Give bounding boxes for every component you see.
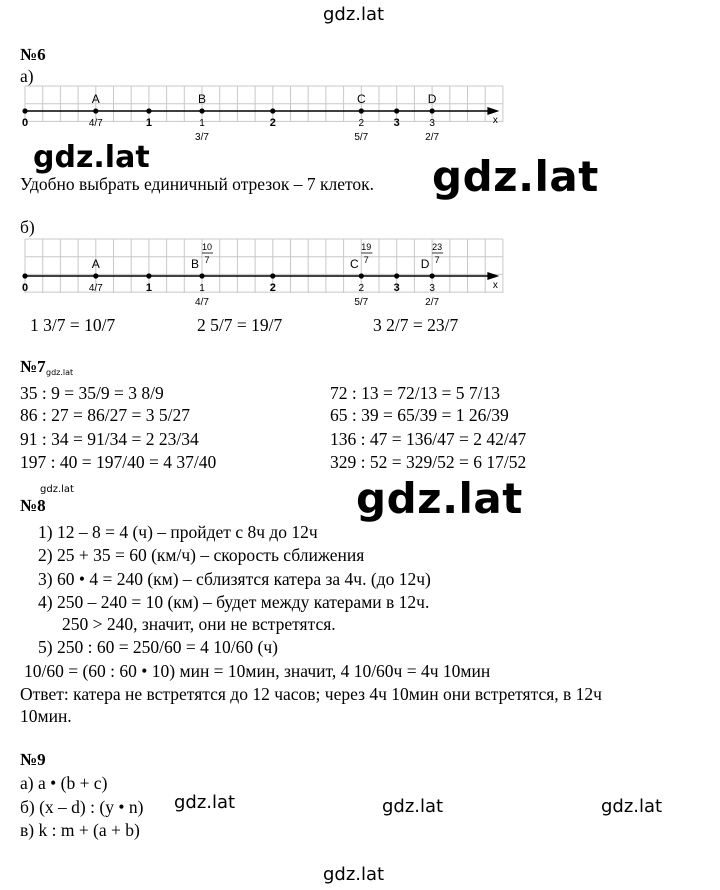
point-C: [359, 273, 364, 278]
task9-a: а) a • (b + c): [20, 773, 108, 793]
task7-left-1: 35 : 9 = 35/9 = 3 8/9: [20, 383, 164, 403]
task6-title: №6: [20, 45, 46, 64]
task7-right-1: 72 : 13 = 72/13 = 5 7/13: [330, 383, 500, 403]
point-label-B: B: [190, 257, 200, 271]
point-D: [430, 108, 435, 113]
point-B: [199, 108, 204, 113]
point-C-below: 2: [358, 118, 365, 129]
point-C-below2: 5/7: [354, 297, 369, 308]
point-B-below: 1: [199, 118, 205, 129]
point-A-below: 4/7: [88, 283, 103, 294]
axis-label: x: [492, 280, 498, 291]
tick-label-2: 2: [269, 117, 276, 129]
tick-label-1: 1: [145, 117, 152, 129]
watermark-small-8: gdz.lat: [40, 484, 74, 495]
task9-b: б) (x – d) : (y • n): [20, 797, 144, 817]
point-B-below: 1: [199, 283, 205, 294]
point-B-frac-den: 7: [204, 255, 210, 265]
tick-dot: [394, 273, 399, 278]
task7-right-2: 65 : 39 = 65/39 = 1 26/39: [330, 405, 509, 425]
watermark-big-right: gdz.lat: [432, 152, 599, 201]
task8-step-4: 4) 250 – 240 = 10 (км) – будет между катерами в 12ч.: [38, 592, 430, 612]
task8-answer-1: Ответ: катера не встретятся до 12 часов; через 4ч 10мин они встретятся, в 12ч: [20, 684, 602, 704]
point-B: [199, 273, 204, 278]
task8-step-2: 2) 25 + 35 = 60 (км/ч) – скорость сближения: [38, 545, 365, 565]
point-A: [93, 273, 98, 278]
point-A: [93, 108, 98, 113]
task8-step-4b: 250 > 240, значит, они не встретятся.: [62, 614, 336, 634]
point-D: [430, 273, 435, 278]
watermark-big-left: gdz.lat: [33, 140, 150, 175]
point-C-frac-den: 7: [363, 255, 369, 265]
point-A-below: 4/7: [88, 118, 103, 129]
task8-step-3: 3) 60 • 4 = 240 (км) – сблизятся катера за 4ч. (до 12ч): [38, 569, 431, 589]
task6-eq3: 3 2/7 = 23/7: [373, 315, 459, 335]
point-D-below: 3: [429, 283, 435, 294]
tick-dot: [22, 108, 27, 113]
tick-label-3: 3: [393, 282, 400, 294]
point-B-below2: 4/7: [195, 297, 209, 308]
point-D-frac-den: 7: [434, 255, 440, 265]
task8-answer-2: 10мин.: [20, 706, 72, 726]
point-D-frac-num: 23: [432, 242, 443, 252]
tick-dot: [270, 273, 275, 278]
task8-step-5: 5) 250 : 60 = 250/60 = 4 10/60 (ч): [38, 637, 278, 657]
tick-dot: [270, 108, 275, 113]
point-label-D: D: [427, 92, 437, 106]
watermark-bottom: gdz.lat: [323, 864, 385, 885]
tick-dot: [146, 108, 151, 113]
watermark-row9-b: gdz.lat: [382, 796, 444, 817]
task6-note: Удобно выбрать единичный отрезок – 7 клеток.: [20, 174, 375, 194]
task8-step-1: 1) 12 – 8 = 4 (ч) – пройдет с 8ч до 12ч: [38, 522, 318, 542]
tick-label-0: 0: [21, 282, 29, 294]
task7-right-4: 329 : 52 = 329/52 = 6 17/52: [330, 452, 527, 472]
watermark-row9-c: gdz.lat: [601, 796, 663, 817]
point-label-A: A: [91, 257, 100, 271]
point-label-C: C: [349, 257, 359, 271]
task6-part-a: а): [20, 66, 34, 86]
task6-eq1: 1 3/7 = 10/7: [30, 315, 116, 335]
tick-dot: [394, 108, 399, 113]
task7-title: №7: [20, 357, 46, 376]
task6-part-b: б): [20, 217, 35, 237]
tick-label-3: 3: [393, 117, 400, 129]
point-label-C: C: [356, 92, 366, 106]
task7-left-3: 91 : 34 = 91/34 = 2 23/34: [20, 429, 199, 449]
axis-arrow: [487, 107, 499, 115]
point-C-below2: 5/7: [354, 132, 369, 143]
task6-eq2: 2 5/7 = 19/7: [197, 315, 283, 335]
point-C: [359, 108, 364, 113]
point-D-below2: 2/7: [425, 132, 440, 143]
number-line-b: [15, 237, 515, 311]
point-B-frac-num: 10: [201, 242, 213, 252]
task9-title: №9: [20, 750, 46, 769]
point-D-below: 3: [429, 118, 435, 129]
point-C-frac-num: 19: [361, 242, 372, 252]
task9-c: в) k : m + (a + b): [20, 820, 140, 840]
tick-label-0: 0: [21, 117, 29, 129]
task7-left-4: 197 : 40 = 197/40 = 4 37/40: [20, 452, 217, 472]
tick-label-2: 2: [269, 282, 276, 294]
point-C-below: 2: [358, 283, 365, 294]
axis-arrow: [487, 272, 499, 280]
task8-conversion: 10/60 = (60 : 60 • 10) мин = 10мин, значит, 4 10/60ч = 4ч 10мин: [24, 661, 491, 681]
task7-right-3: 136 : 47 = 136/47 = 2 42/47: [330, 429, 527, 449]
watermark-small-7: gdz.lat: [46, 368, 74, 377]
tick-dot: [146, 273, 151, 278]
axis-label: x: [492, 115, 498, 126]
point-D-below2: 2/7: [425, 297, 440, 308]
tick-label-1: 1: [145, 282, 152, 294]
watermark-row9-a: gdz.lat: [174, 792, 236, 813]
tick-dot: [22, 273, 27, 278]
point-label-A: A: [91, 92, 100, 106]
watermark-top: gdz.lat: [323, 4, 385, 25]
task8-title: №8: [20, 496, 46, 515]
watermark-big-8: gdz.lat: [356, 474, 523, 523]
point-label-D: D: [420, 257, 430, 271]
task7-left-2: 86 : 27 = 86/27 = 3 5/27: [20, 405, 190, 425]
point-label-B: B: [197, 92, 207, 106]
point-B-below2: 3/7: [195, 132, 209, 143]
